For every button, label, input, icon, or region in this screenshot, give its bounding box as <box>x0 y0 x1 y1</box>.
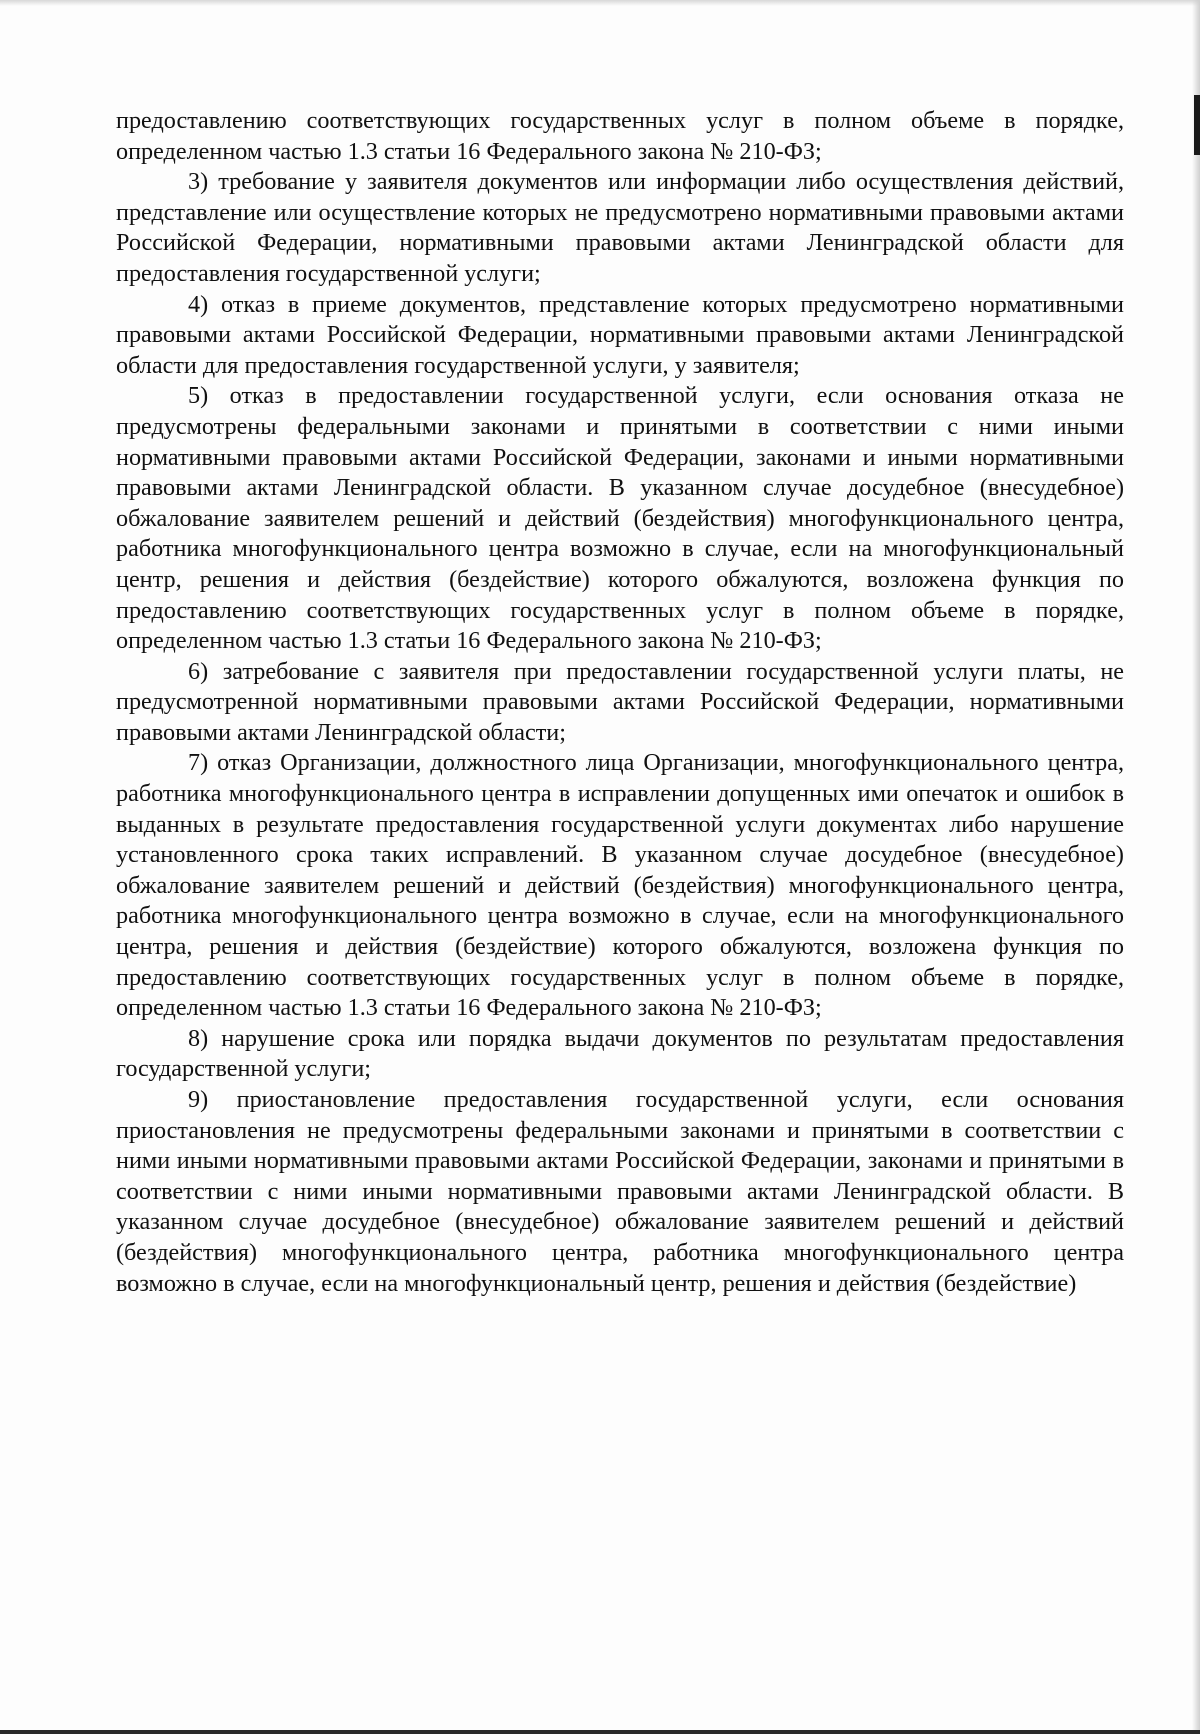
paragraph-continuation: предоставлению соответствующих государственных услуг в полном объеме в порядке, определенном частью 1.3 статьи 16 Федерального закона № 210-ФЗ; <box>116 107 1124 165</box>
paragraph-item-5: 5) отказ в предоставлении государственной услуги, если основания отказа не предусмотрены федеральными законами и принятыми в соответствии с ними иными нормативными правовыми актами Российской Федерации, законами и иными нормативными правовыми актами Ленинградской области. В указанном случае досудебное (внесудебное) обжалование заявителем решений и действий (бездействия) многофункционального центра, работника многофункционального центра возможно в случае, если на многофункциональный центр, решения и действия (бездействие) которого обжалуются, возложена функция по предоставлению соответствующих государственных услуг в полном объеме в порядке, определенном частью 1.3 статьи 16 Федерального закона № 210-ФЗ; <box>116 382 1124 655</box>
scan-edge-top <box>0 0 1200 6</box>
scan-mark <box>1194 95 1200 155</box>
document-body <box>116 106 1124 1299</box>
paragraph-item-9: 9) приостановление предоставления государственной услуги, если основания приостановления не предусмотрены федеральными законами и принятыми в соответствии с ними иными нормативными правовыми актами Российской Федерации, законами и принятыми в соответствии с ними иными нормативными правовыми актами Ленинградской области. В указанном случае досудебное (внесудебное) обжалование заявителем решений и действий (бездействия) многофункционального центра, работника многофункционального центра возможно в случае, если на многофункциональный центр, решения и действия (бездействие) <box>116 1086 1124 1297</box>
paragraph-item-4: 4) отказ в приеме документов, представление которых предусмотрено нормативными правовыми актами Российской Федерации, нормативными правовыми актами Ленинградской области для предоставления государственной услуги, у заявителя; <box>116 290 1124 379</box>
scan-edge-bottom <box>0 1730 1200 1734</box>
paragraph-item-8: 8) нарушение срока или порядка выдачи документов по результатам предоставления государственной услуги; <box>116 1024 1124 1083</box>
scan-edge-right <box>1192 0 1200 1734</box>
paragraph-item-3: 3) требование у заявителя документов или информации либо осуществления действий, представление или осуществление которых не предусмотрено нормативными правовыми актами Российской Федерации, нормативными правовыми актами Ленинградской области для предоставления государственной услуги; <box>116 168 1124 287</box>
paragraph-item-7: 7) отказ Организации, должностного лица Организации, многофункционального центра, работника многофункционального центра в исправлении допущенных ими опечаток и ошибок в выданных в результате предоставления государственной услуги документах либо нарушение установленного срока таких исправлений. В указанном случае досудебное (внесудебное) обжалование заявителем решений и действий (бездействия) многофункционального центра, работника многофункционального центра возможно в случае, если на многофункционального центра, решения и действия (бездействие) которого обжалуются, возложена функция по предоставлению соответствующих государственных услуг в полном объеме в порядке, определенном частью 1.3 статьи 16 Федерального закона № 210-ФЗ; <box>116 749 1124 1022</box>
paragraph-item-6: 6) затребование с заявителя при предоставлении государственной услуги платы, не предусмотренной нормативными правовыми актами Российской Федерации, нормативными правовыми актами Ленинградской области; <box>116 657 1124 746</box>
